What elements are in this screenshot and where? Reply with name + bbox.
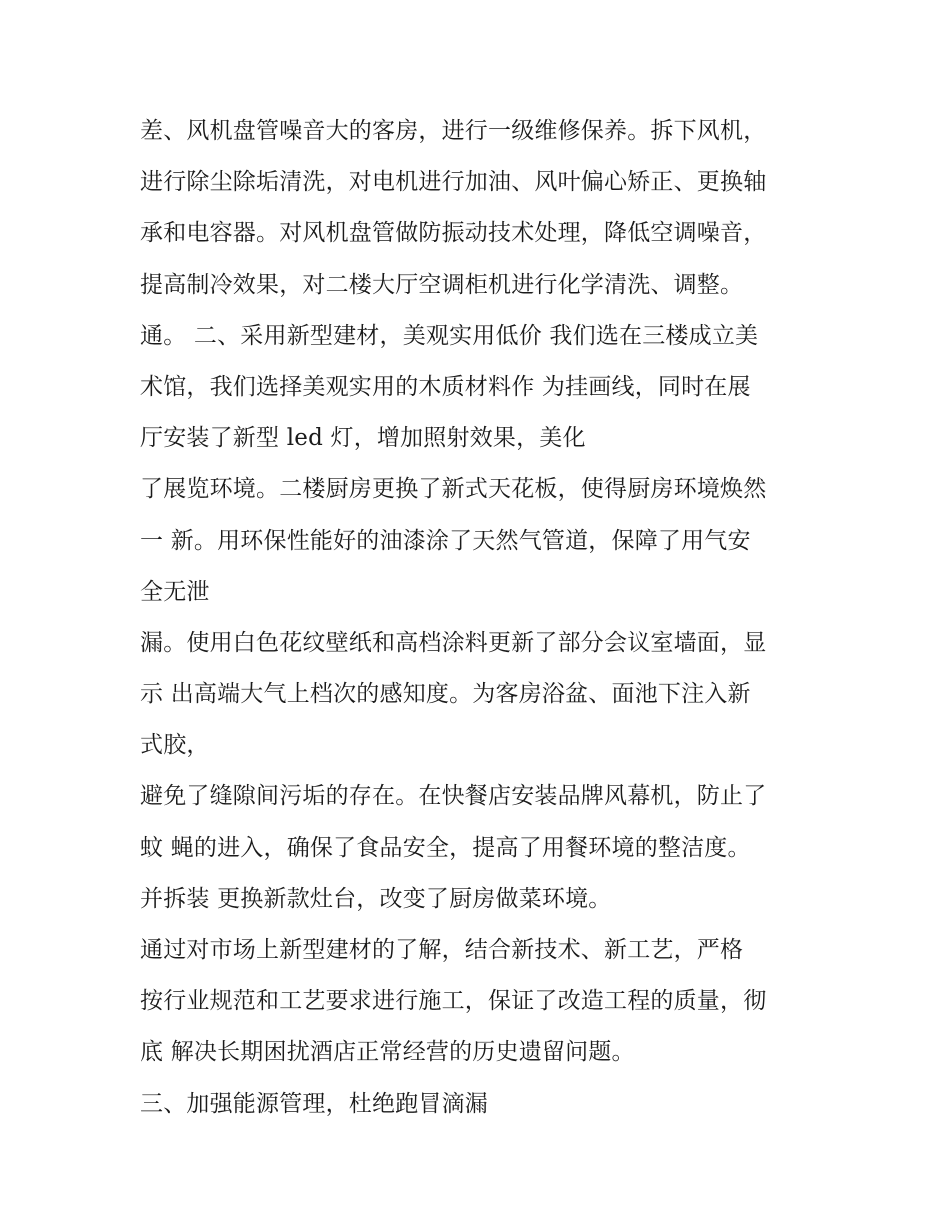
text-line: 蚊 蝇的进入，确保了食品安全，提高了用餐环境的整洁度。	[140, 834, 751, 861]
section-heading: 三、加强能源管理，杜绝跑冒滴漏	[140, 1090, 488, 1117]
text-line: 差、风机盘管噪音大的客房，进行一级维修保养。拆下风机，	[140, 118, 767, 144]
text-line: 承和电容器。对风机盘管做防振动技术处理，降低空调噪音，	[140, 220, 767, 247]
text-line: 全无泄	[140, 578, 210, 605]
text-line: 底 解决长期困扰酒店正常经营的历史遗留问题。	[140, 1039, 635, 1066]
text-line: 漏。使用白色花纹壁纸和高档涂料更新了部分会议室墙面，显	[140, 629, 767, 656]
text-line: 术馆，我们选择美观实用的木质材料作 为挂画线，同时在展	[140, 373, 751, 400]
text-line: 提高制冷效果，对二楼大厅空调柜机进行化学清洗、调整。	[140, 271, 744, 298]
text-line: 通。 二、采用新型建材，美观实用低价 我们选在三楼成立美	[140, 322, 759, 349]
text-line: 避免了缝隙间污垢的存在。在快餐店安装品牌风幕机，防止了	[140, 783, 767, 810]
text-line: 按行业规范和工艺要求进行施工，保证了改造工程的质量，彻	[140, 988, 767, 1015]
body-text	[140, 106, 830, 1130]
text-line: 进行除尘除垢清洗，对电机进行加油、风叶偏心矫正、更换轴	[140, 169, 767, 196]
text-line: 示 出高端大气上档次的感知度。为客房浴盆、面池下注入新	[140, 681, 751, 708]
text-line: 厅安装了新型 led 灯，增加照射效果，美化	[140, 425, 586, 452]
text-line: 式胶，	[140, 732, 210, 759]
text-line: 了展览环境。二楼厨房更换了新式天花板，使得厨房环境焕然	[140, 476, 767, 503]
text-line: 并拆装 更换新款灶台，改变了厨房做菜环境。	[140, 885, 612, 912]
text-line: 一 新。用环保性能好的油漆涂了天然气管道，保障了用气安	[140, 527, 751, 554]
text-line: 通过对市场上新型建材的了解，结合新技术、新工艺，严格	[140, 937, 744, 963]
